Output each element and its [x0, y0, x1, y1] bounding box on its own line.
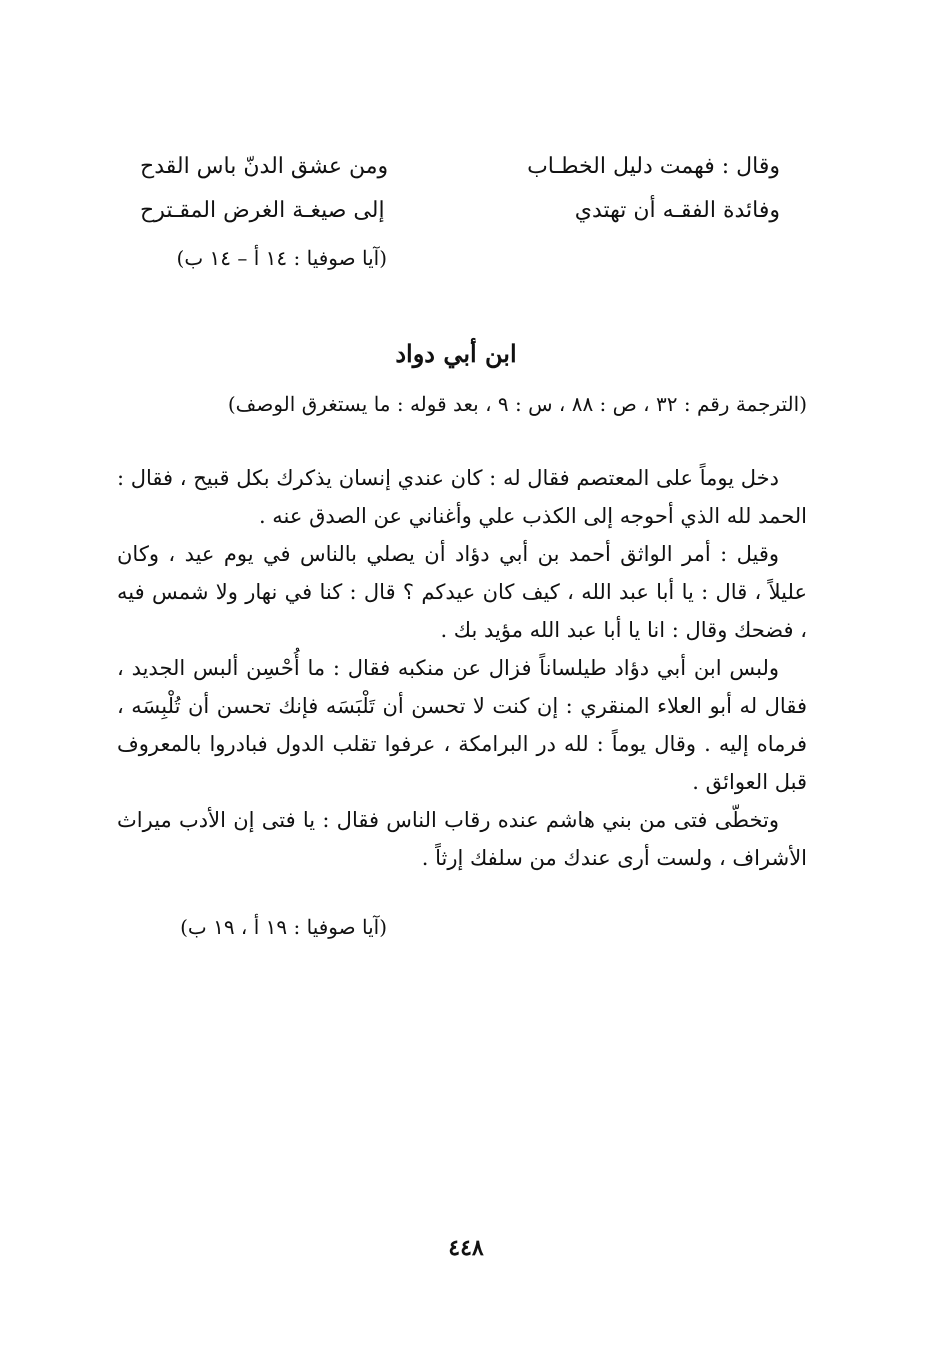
verse-line	[140, 189, 780, 233]
verse-second-hemistich: ومن عشق الدنّ باس القدح	[140, 154, 389, 179]
poem	[140, 145, 780, 233]
paragraph: وتخطّى فتى من بني هاشم عنده رقاب الناس فقال : يا فتى إن الأدب ميراث الأشراف ، ولست أرى عندك من سلفك إرثاً .	[117, 808, 807, 870]
translation-reference: (الترجمة رقم : ٣٢ ، ص : ٨٨ ، س : ٩ ، بعد قوله : ما يستغرق الوصف)	[227, 392, 807, 416]
page-number: ٤٤٨	[448, 1235, 484, 1261]
verse-first-hemistich: وقال : فهمت دليل الخطـاب	[527, 154, 780, 179]
source-citation: (آيا صوفيا : ١٤ أ – ١٤ ب)	[176, 246, 387, 270]
body-text	[117, 459, 807, 877]
verse-line	[140, 145, 780, 189]
paragraph: وقيل : أمر الواثق أحمد بن أبي دؤاد أن يصلي بالناس في يوم عيد ، وكان عليلاً ، قال : يا أبا عبد الله ، كيف كان عيدكم ؟ قال : كنا في نهار ولا شمس فيه ، فضحك وقال : انا يا أبا عبد الله مؤيد بك .	[117, 542, 807, 642]
paragraph: ولبس ابن أبي دؤاد طيلساناً فزال عن منكبه فقال : ما أُحْسِن ألبس الجديد ، فقال له أبو العلاء المنقري : إن كنت لا تحسن أن تَلْبَسَه فإنك تحسن أن تُلْبِسَه ، فرماه إليه . وقال يوماً : لله در البرامكة ، عرفوا تقلب الدول فبادروا بالمعروف قبل العوائق .	[117, 656, 807, 794]
verse-second-hemistich: إلى صيغـة الغرض المقـترح	[140, 198, 385, 223]
verse-first-hemistich: وفائدة الفقـه أن تهتدي	[574, 198, 780, 223]
paragraph: دخل يوماً على المعتصم فقال له : كان عندي إنسان يذكرك بكل قبيح ، فقال : الحمد لله الذي أحوجه إلى الكذب علي وأغناني عن الصدق عنه .	[117, 466, 807, 528]
source-citation: (آيا صوفيا : ١٩ أ ، ١٩ ب)	[180, 915, 387, 939]
section-heading: ابن أبي دواد	[395, 339, 517, 368]
